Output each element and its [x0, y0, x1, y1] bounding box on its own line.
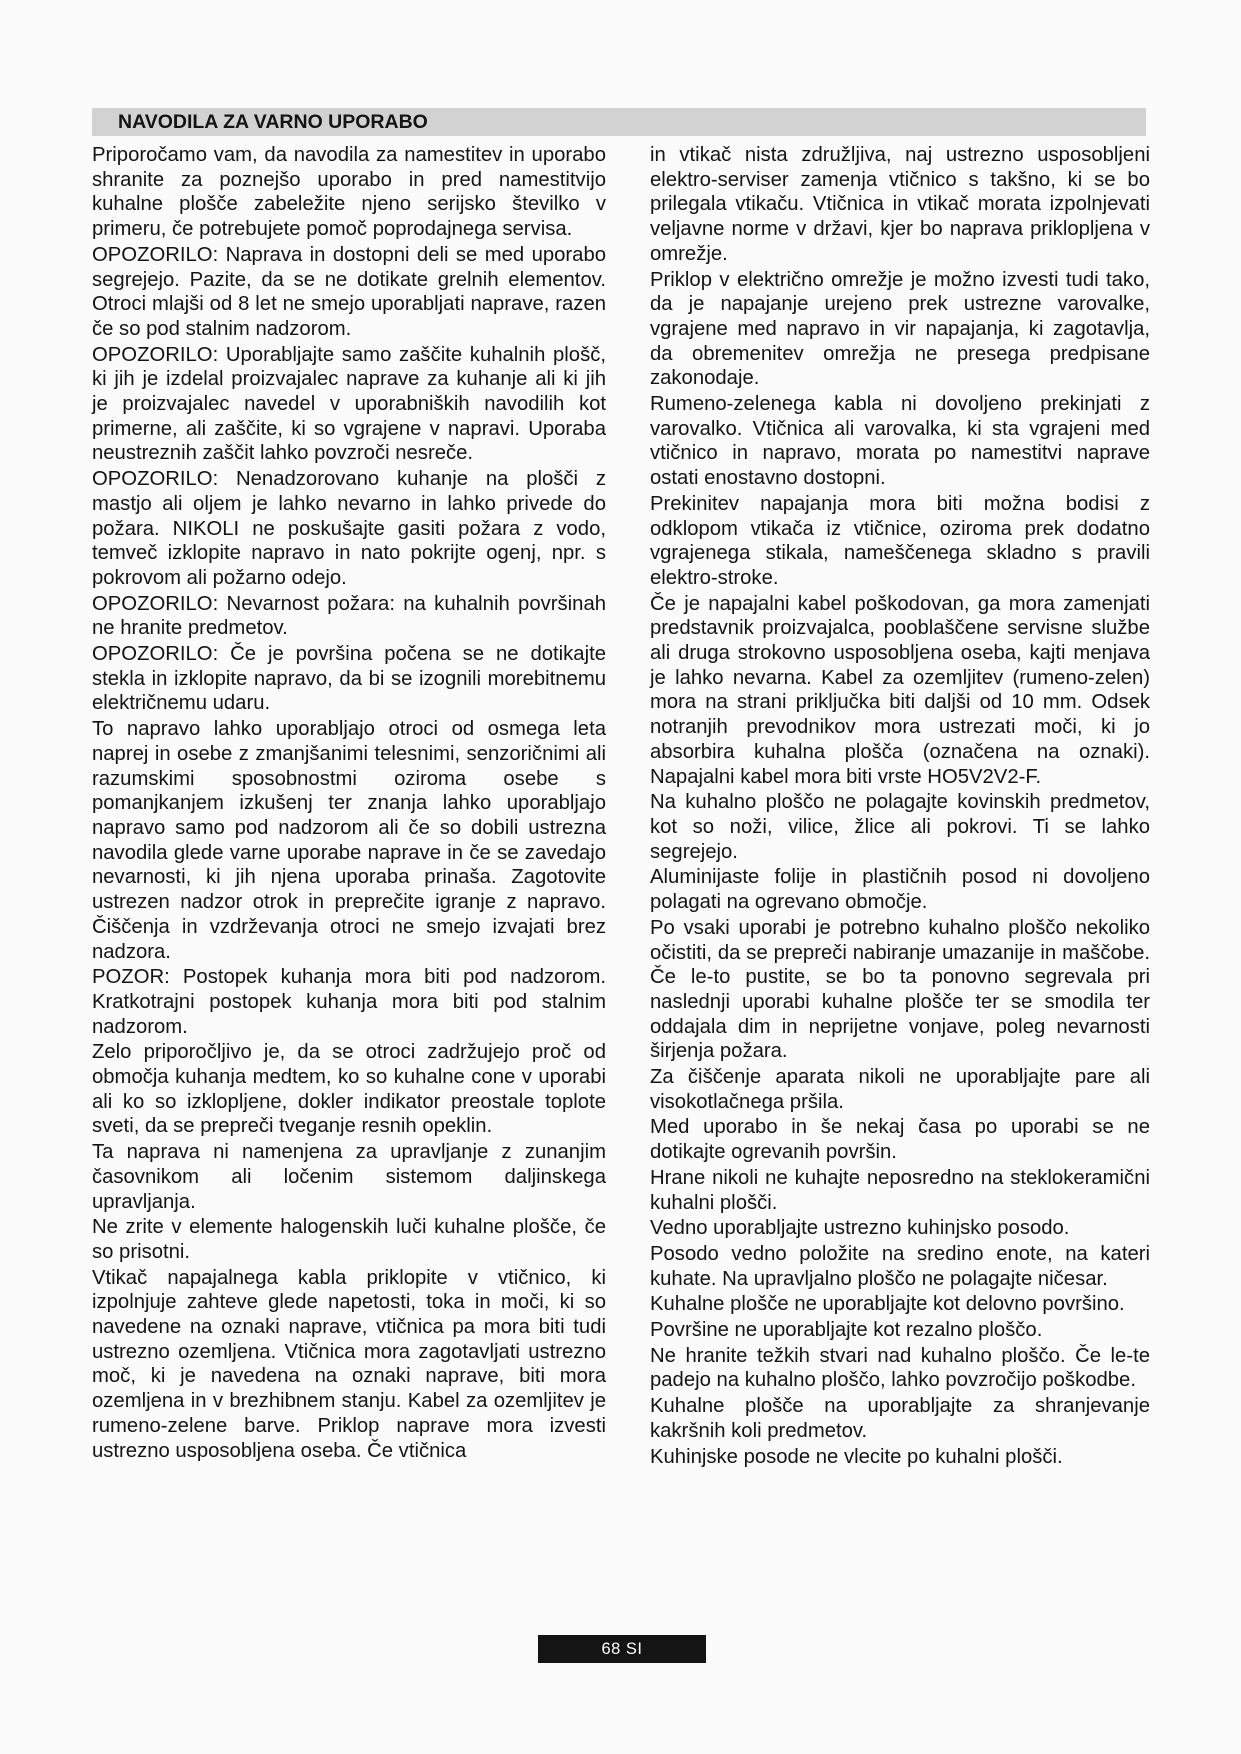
paragraph: Prekinitev napajanja mora biti možna bodisi z odklopom vtikača iz vtičnice, oziroma prek dodatno vgrajenega stikala, nameščenega skladno s pravili elektro-stroke. [650, 492, 1150, 589]
paragraph: Vtikač napajalnega kabla priklopite v vtičnico, ki izpolnjuje zahteve glede napetosti, toka in moči, ki so navedene na oznaki naprave, vtičnica pa mora biti tudi ustrezno ozemljena. Vtičnica mora zagotavljati ustrezno moč, ki je navedena na oznaki naprave, biti mora ozemljena in v brezhibnem stanju. Kabel za ozemljitev je rumeno-zelene barve. Priklop naprave mora izvesti ustrezno usposobljena oseba. Če vtičnica [92, 1266, 606, 1462]
page-number: 68 SI [601, 1639, 643, 1658]
paragraph: OPOZORILO: Nevarnost požara: na kuhalnih površinah ne hranite predmetov. [92, 592, 606, 640]
paragraph: OPOZORILO: Nenadzorovano kuhanje na plošči z mastjo ali oljem je lahko nevarno in lahko privede do požara. NIKOLI ne poskušajte gasiti požara z vodo, temveč izklopite napravo in nato pokrijte ogenj, npr. s pokrovom ali požarno odejo. [92, 468, 606, 589]
paragraph: Aluminijaste folije in plastičnih posod ni dovoljeno polagati na ogrevano območje. [650, 866, 1150, 914]
paragraph: Za čiščenje aparata nikoli ne uporabljajte pare ali visokotlačnega pršila. [650, 1066, 1150, 1113]
paragraph: To napravo lahko uporabljajo otroci od osmega leta naprej in osebe z zmanjšanimi telesnimi, senzoričnimi ali razumskimi sposobnostmi oziroma osebe s pomanjkanjem izkušenj ter znanja lahko uporabljajo napravo samo pod nadzorom ali če so dobili ustrezna navodila glede varne uporabe naprave in če se zavedajo nevarnosti, ki jih njena uporaba prinaša. Zagotovite ustrezen nadzor otrok in preprečite igranje z napravo. Čiščenja in vzdrževanja otroci ne smejo izvajati brez nadzora. [92, 718, 606, 963]
paragraph: Kuhinjske posode ne vlecite po kuhalni plošči. [650, 1445, 1063, 1468]
paragraph: Če je napajalni kabel poškodovan, ga mora zamenjati predstavnik proizvajalca, pooblaščene servisne službe ali druga strokovno usposobljena oseba, kajti menjava je lahko nevarna. Kabel za ozemljitev (rumeno-zelen) mora na strani priključka biti daljši od 10 mm. Odsek notranjih prevodnikov mora ustrezati moči, ki jo absorbira kuhalna plošča (označena na oznaki). Napajalni kabel mora biti vrste HO5V2V2-F. [650, 592, 1150, 788]
paragraph: OPOZORILO: Naprava in dostopni deli se med uporabo segrejejo. Pazite, da se ne dotikate grelnih elementov. Otroci mlajši od 8 let ne smejo uporabljati naprave, razen če so pod stalnim nadzorom. [92, 243, 606, 340]
paragraph: Kuhalne plošče na uporabljajte za shranjevanje kakršnih koli predmetov. [650, 1395, 1150, 1442]
paragraph: Kuhalne plošče ne uporabljajte kot delovno površino. [650, 1293, 1125, 1316]
section-title: NAVODILA ZA VARNO UPORABO [118, 111, 428, 133]
paragraph: Zelo priporočljivo je, da se otroci zadržujejo proč od območja kuhanja medtem, ko so kuhalne cone v uporabi ali ko so izklopljene, dokler indikator preostale toplote sveti, da se prepreči tveganje resnih opeklin. [92, 1041, 606, 1138]
paragraph: Ne zrite v elemente halogenskih luči kuhalne plošče, če so prisotni. [92, 1216, 606, 1263]
paragraph: Priporočamo vam, da navodila za namestitev in uporabo shranite za poznejšo uporabo in pred namestitvijo kuhalne plošče zabeležite njeno serijsko številko v primeru, če potrebujete pomoč poprodajnega servisa. [92, 144, 606, 241]
paragraph: in vtikač nista združljiva, naj ustrezno usposobljeni elektro-serviser zamenja vtičnico s takšno, ki se bo prilegala vtikaču. Vtičnica in vtikač morata izpolnjevati veljavne norme v državi, kjer bo naprava priklopljena v omrežje. [650, 144, 1150, 265]
paragraph: OPOZORILO: Če je površina počena se ne dotikajte stekla in izklopite napravo, da bi se izognili morebitnemu električnemu udaru. [92, 643, 606, 715]
paragraph: Na kuhalno ploščo ne polagajte kovinskih predmetov, kot so noži, vilice, žlice ali pokrovi. Ti se lahko segrejejo. [650, 791, 1150, 863]
paragraph: Priklop v električno omrežje je možno izvesti tudi tako, da je napajanje urejeno prek ustrezne varovalke, vgrajene med napravo in vir napajanja, ki zagotavlja, da obremenitev omrežja ne presega predpisane zakonodaje. [650, 268, 1150, 390]
paragraph: Posodo vedno položite na sredino enote, na kateri kuhate. Na upravljalno ploščo ne polagajte ničesar. [650, 1242, 1150, 1290]
section-header-bar [92, 108, 1146, 136]
paragraph: Vedno uporabljajte ustrezno kuhinjsko posodo. [650, 1217, 1070, 1240]
left-text-column [92, 143, 606, 1463]
right-text-column [650, 143, 1150, 1469]
paragraph: Površine ne uporabljajte kot rezalno ploščo. [650, 1319, 1043, 1342]
paragraph: Hrane nikoli ne kuhajte neposredno na steklokeramični kuhalni plošči. [650, 1166, 1150, 1214]
paragraph: Rumeno-zelenega kabla ni dovoljeno prekinjati z varovalko. Vtičnica ali varovalka, ki sta vgrajeni med vtičnico in napravo, morata po namestitvi naprave ostati enostavno dostopni. [650, 393, 1150, 490]
paragraph: Ta naprava ni namenjena za upravljanje z zunanjim časovnikom ali ločenim sistemom daljinskega upravljanja. [92, 1141, 606, 1213]
paragraph: Ne hranite težkih stvari nad kuhalno ploščo. Če le-te padejo na kuhalno ploščo, lahko povzročijo poškodbe. [650, 1344, 1150, 1392]
paragraph: Po vsaki uporabi je potrebno kuhalno ploščo nekoliko očistiti, da se prepreči nabiranje umazanije in maščobe. Če le-to pustite, se bo ta ponovno segrevala pri naslednji uporabi kuhalne plošče ter se smodila ter oddajala dim in neprijetne vonjave, poleg nevarnosti širjenja požara. [650, 916, 1150, 1063]
page-number-badge [538, 1635, 706, 1663]
paragraph: Med uporabo in še nekaj časa po uporabi se ne dotikajte ogrevanih površin. [650, 1116, 1150, 1164]
paragraph: POZOR: Postopek kuhanja mora biti pod nadzorom. Kratkotrajni postopek kuhanja mora biti pod stalnim nadzorom. [92, 966, 606, 1038]
paragraph: OPOZORILO: Uporabljajte samo zaščite kuhalnih plošč, ki jih je izdelal proizvajalec naprave za kuhanje ali ki jih je proizvajalec navedel v uporabniških navodilih kot primerne, ali zaščite, ki so vgrajene v napravi. Uporaba neustreznih zaščit lahko povzroči nesreče. [92, 343, 606, 465]
